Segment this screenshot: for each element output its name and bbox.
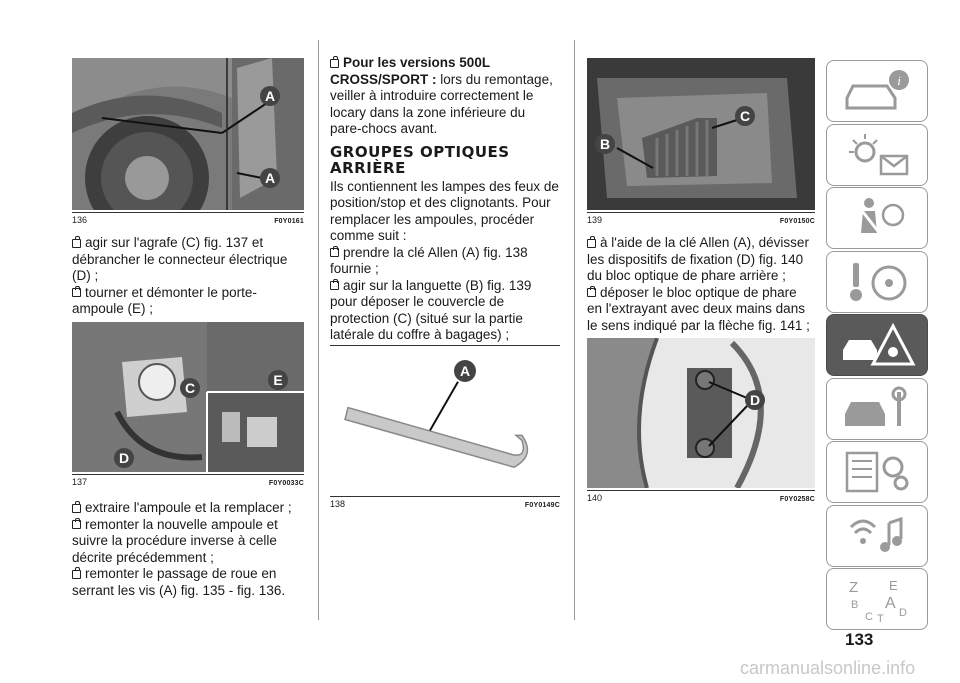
- index-letter: C: [865, 611, 873, 623]
- bullet-item: extraire l'ampoule et la remplacer ;: [72, 500, 304, 517]
- col2-text: [330, 55, 560, 344]
- figure-caption: [587, 212, 815, 225]
- figure-140: [587, 338, 815, 488]
- index-letter: D: [899, 607, 907, 619]
- multimedia-icon: [837, 511, 917, 561]
- bullet-icon: [330, 248, 339, 257]
- col3-text: [587, 235, 815, 334]
- figure-number: 137: [72, 477, 88, 487]
- sidebar-item-maintenance[interactable]: [826, 378, 928, 440]
- chapter-sidebar: [826, 60, 928, 632]
- bullet-icon: [330, 281, 339, 290]
- sidebar-item-dashboard[interactable]: [826, 124, 928, 186]
- figure-code: F0Y0161: [274, 218, 304, 225]
- breakdown-warning-icon: [837, 320, 917, 370]
- bullet-icon: [587, 288, 596, 297]
- bullet-icon: [72, 570, 81, 579]
- index-letter: B: [851, 599, 859, 611]
- index-letter: A: [885, 595, 896, 612]
- figure-139: [587, 58, 815, 210]
- bullet-item: déposer le bloc optique de phare en l'extrayant avec deux mains dans le sens indiqué par la flèche fig. 141 ;: [587, 284, 810, 333]
- car-info-icon: [837, 66, 917, 116]
- index-icon: [837, 574, 917, 624]
- bullet-icon: [330, 59, 339, 68]
- figure-136: [72, 58, 304, 210]
- watermark: carmanualsonline.info: [740, 658, 916, 678]
- technical-data-icon: [837, 447, 917, 497]
- allen-key-illustration: [330, 346, 560, 495]
- col1-text-top: [72, 235, 304, 318]
- figure-code: F0Y0149C: [524, 502, 560, 509]
- callout-label: D: [745, 390, 765, 410]
- sidebar-item-safety[interactable]: [826, 187, 928, 249]
- bullet-item: remonter le passage de roue en serrant les vis (A) fig. 135 - fig. 136.: [72, 566, 286, 598]
- trunk-cover-illustration: [587, 58, 815, 210]
- callout-label: B: [595, 134, 615, 154]
- sidebar-item-starting-driving[interactable]: [826, 251, 928, 313]
- sidebar-item-index[interactable]: [826, 568, 928, 630]
- bullet-item: prendre la clé Allen (A) fig. 138 fournie ;: [330, 244, 528, 276]
- figure-code: F0Y0033C: [268, 480, 304, 487]
- bullet-item: tourner et démonter le porte-ampoule (E) ;: [72, 284, 257, 316]
- bullet-item: agir sur l'agrafe (C) fig. 137 et débrancher le connecteur électrique (D) ;: [72, 235, 288, 283]
- figure-caption: [72, 474, 304, 487]
- column-divider: [318, 40, 319, 620]
- figure-number: 140: [587, 493, 603, 503]
- callout-label: A: [260, 168, 280, 188]
- callout-label: A: [260, 86, 280, 106]
- callout-label: D: [114, 448, 134, 468]
- car-maintenance-icon: [837, 384, 917, 434]
- bullet-item: à l'aide de la clé Allen (A), dévisser les dispositifs de fixation (D) fig. 140 du bloc optique de phare arrière ;: [587, 235, 809, 283]
- bullet-icon: [72, 288, 81, 297]
- col1-text-bottom: [72, 500, 304, 599]
- figure-138: [330, 345, 560, 495]
- index-letter: Z: [849, 579, 859, 596]
- index-letter: T: [877, 613, 884, 624]
- warning-lights-icon: [837, 130, 917, 180]
- figure-code: F0Y0150C: [779, 218, 815, 225]
- bullet-item: agir sur la languette (B) fig. 139 pour déposer le couvercle de protection (C) (situé sur la partie latérale du coffre à bagages) ;: [330, 277, 532, 342]
- bullet-item: remonter la nouvelle ampoule et suivre la procédure inverse à celle décrite précédemment ;: [72, 516, 278, 565]
- figure-code: F0Y0258C: [779, 496, 815, 503]
- bullet-icon: [72, 520, 81, 529]
- sidebar-item-technical-data[interactable]: [826, 441, 928, 503]
- seatbelt-airbag-icon: [837, 193, 917, 243]
- tail-light-fixing-illustration: [587, 338, 815, 488]
- callout-label: C: [180, 378, 200, 398]
- bullet-icon: [72, 239, 81, 248]
- callout-label: C: [735, 106, 755, 126]
- bullet-icon: [587, 239, 596, 248]
- svg-text:i: i: [897, 73, 901, 88]
- column-divider: [574, 40, 575, 620]
- index-letter: E: [889, 578, 898, 593]
- bullet-item: Pour les versions 500L CROSS/SPORT : lors du remontage, veiller à introduire correctement le locary dans la zone inférieure du pare-chocs avant.: [330, 55, 553, 136]
- figure-number: 136: [72, 215, 88, 225]
- sidebar-item-knowing-car[interactable]: [826, 60, 928, 122]
- sidebar-item-multimedia[interactable]: [826, 505, 928, 567]
- figure-137: [72, 322, 304, 472]
- callout-label: A: [454, 360, 476, 382]
- figure-caption: [330, 496, 560, 509]
- section-title: GROUPES OPTIQUES ARRIÈRE: [330, 142, 510, 177]
- figure-caption: [72, 212, 304, 225]
- sidebar-item-emergency[interactable]: [826, 314, 928, 376]
- steering-key-icon: [837, 257, 917, 307]
- page-number: 133: [845, 630, 874, 649]
- bullet-icon: [72, 504, 81, 513]
- figure-number: 138: [330, 499, 346, 509]
- figure-caption: [587, 490, 815, 503]
- callout-label: E: [268, 370, 288, 390]
- figure-number: 139: [587, 215, 603, 225]
- intro-paragraph: Ils contiennent les lampes des feux de position/stop et des clignotants. Pour remplacer les ampoules, procéder comme suit :: [330, 178, 559, 243]
